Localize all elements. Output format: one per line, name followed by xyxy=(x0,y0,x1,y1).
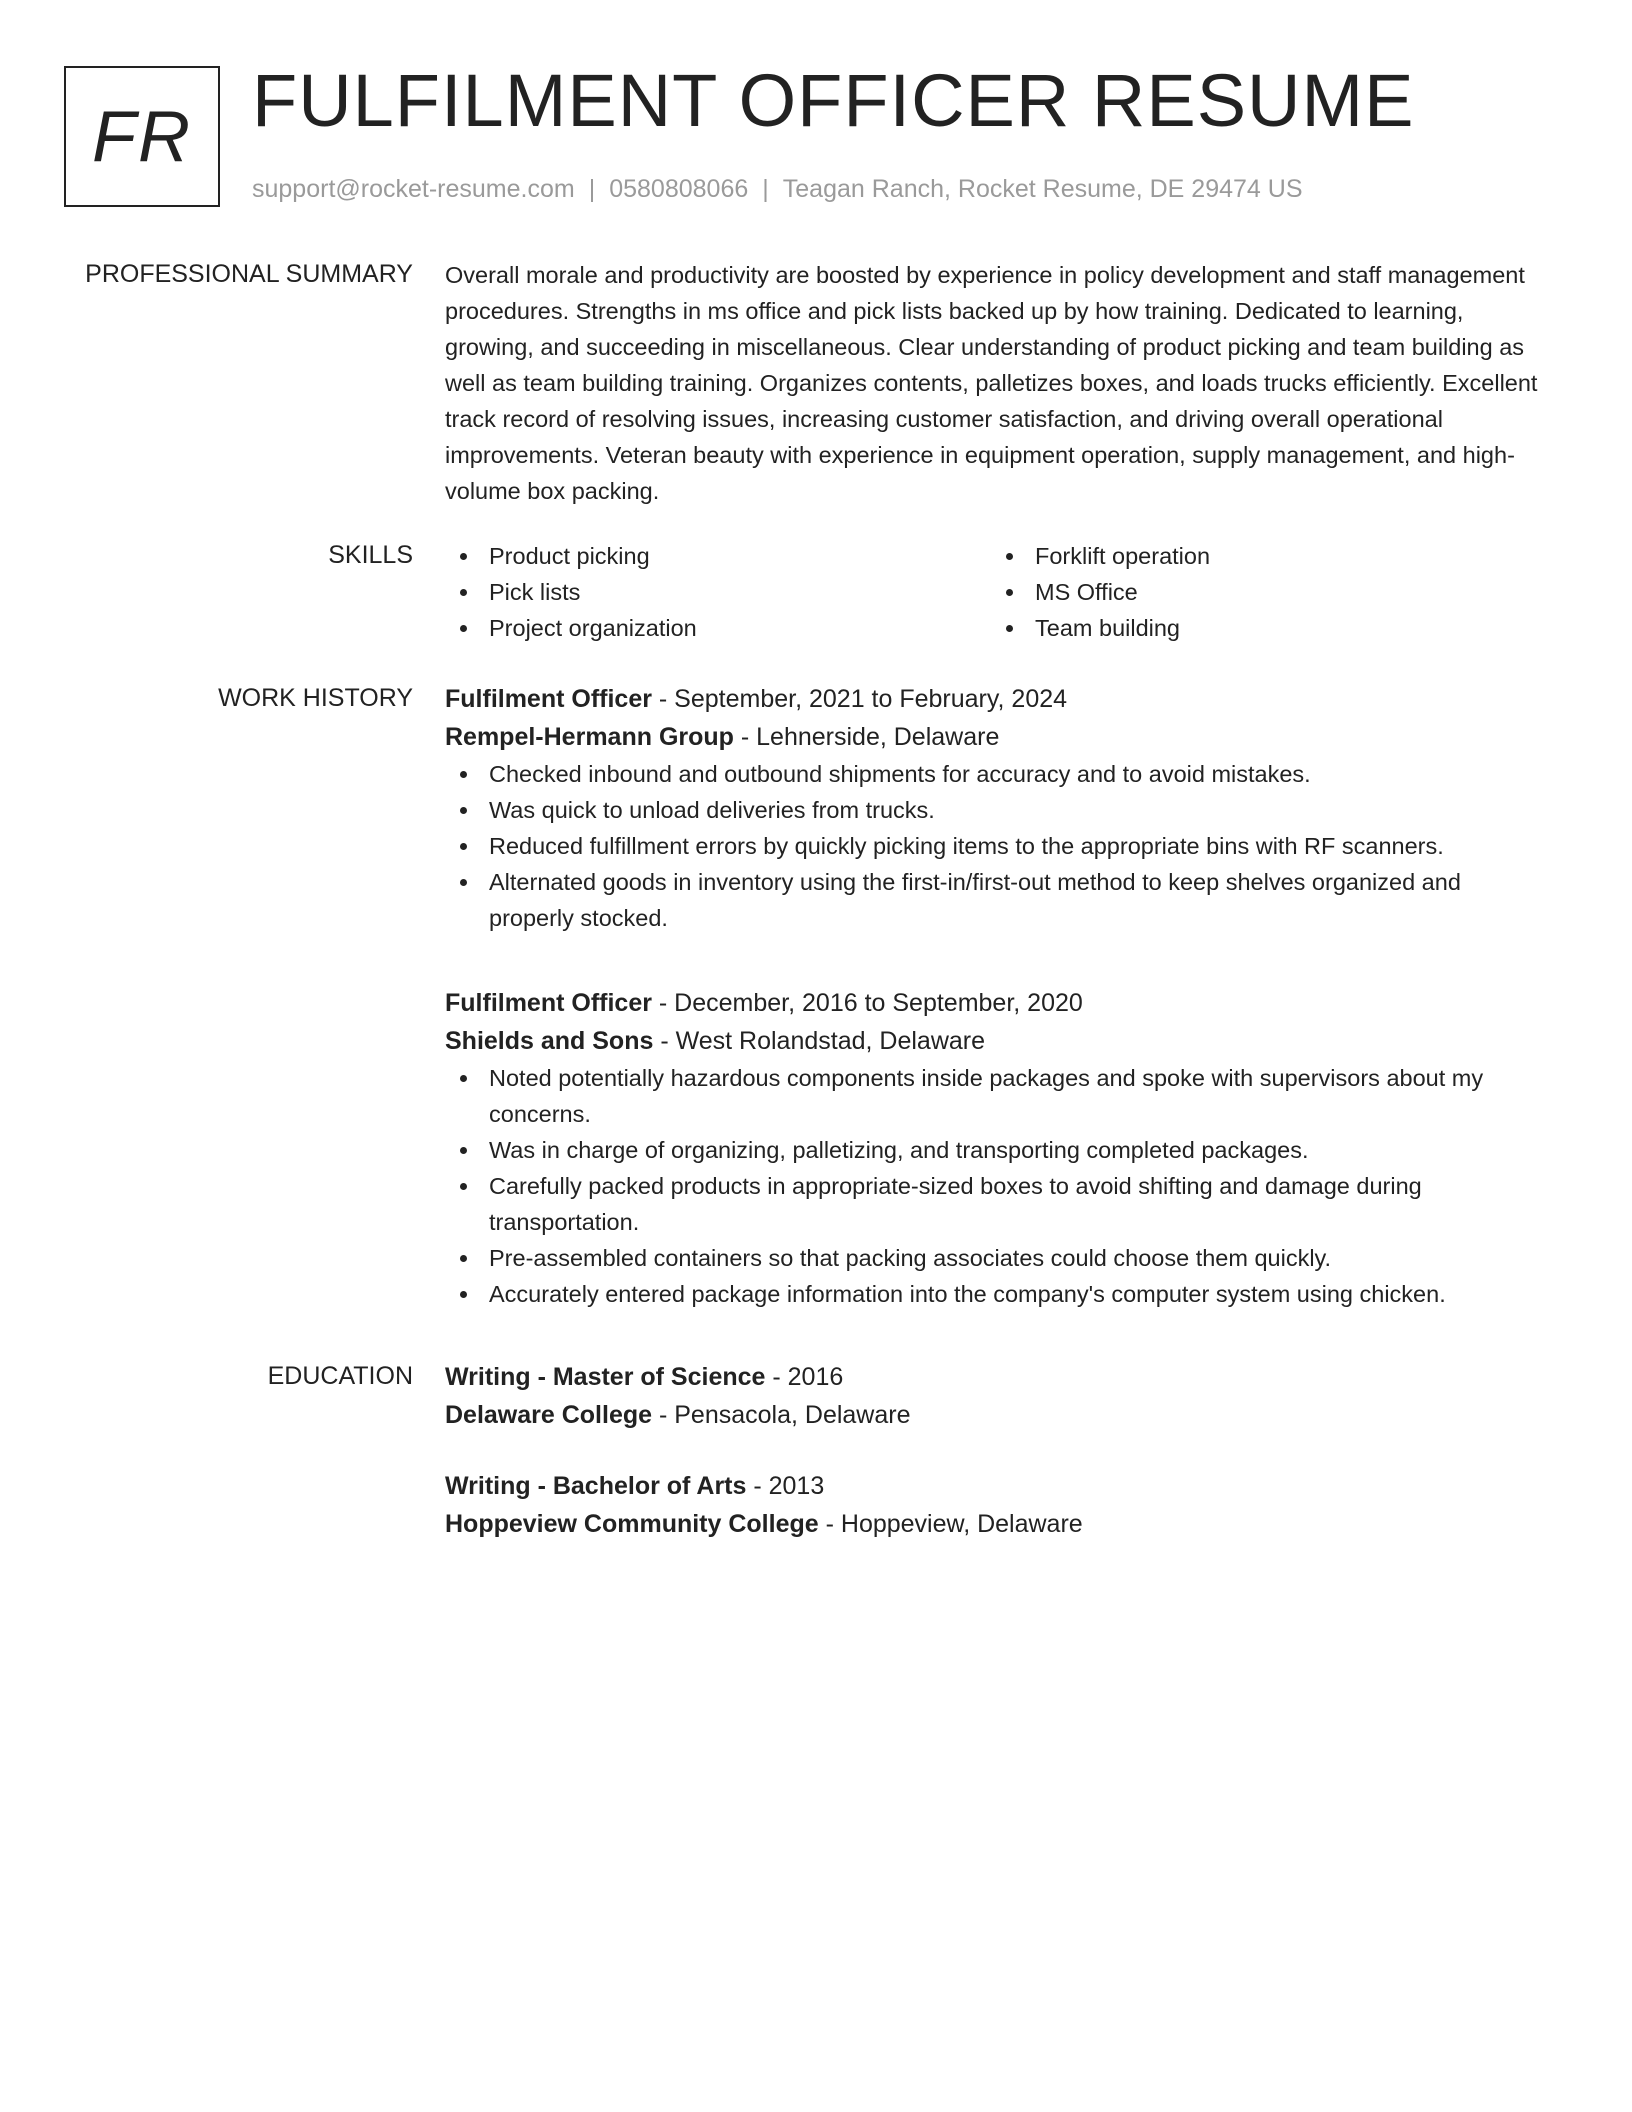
job-company: Rempel-Hermann Group xyxy=(445,723,734,751)
skill-item: Project organization xyxy=(445,610,991,646)
contact-separator: | xyxy=(762,175,769,203)
skills-list-left xyxy=(445,538,991,646)
job-bullet: Noted potentially hazardous components inside packages and spoke with supervisors about my concerns. xyxy=(445,1060,1545,1132)
skill-item: Product picking xyxy=(445,538,991,574)
job-bullet: Checked inbound and outbound shipments for accuracy and to avoid mistakes. xyxy=(445,756,1545,792)
monogram-logo: FR xyxy=(64,66,220,207)
school-line xyxy=(445,1505,1545,1543)
job-location: - Lehnerside, Delaware xyxy=(733,723,1000,751)
summary-section xyxy=(445,257,1545,509)
school-name: Delaware College xyxy=(445,1401,653,1429)
education-entry xyxy=(445,1467,1545,1543)
school-line xyxy=(445,1396,1545,1434)
job-location: - West Rolandstad, Delaware xyxy=(653,1027,986,1055)
section-label-education: EDUCATION xyxy=(267,1362,413,1390)
school-name: Hoppeview Community College xyxy=(445,1510,819,1538)
job-bullets xyxy=(445,1060,1545,1312)
job-bullet: Was in charge of organizing, palletizing, and transporting completed packages. xyxy=(445,1132,1545,1168)
section-label-work-history: WORK HISTORY xyxy=(218,684,413,712)
skill-item: Team building xyxy=(991,610,1537,646)
job-bullet: Reduced fulfillment errors by quickly picking items to the appropriate bins with RF scanners. xyxy=(445,828,1545,864)
job-bullet: Alternated goods in inventory using the first-in/first-out method to keep shelves organized and properly stocked. xyxy=(445,864,1545,936)
contact-separator: | xyxy=(588,175,596,203)
job-bullet: Accurately entered package information into the company's computer system using chicken. xyxy=(445,1276,1545,1312)
summary-text: Overall morale and productivity are boosted by experience in policy development and staff management procedures. Strengths in ms office and pick lists backed up by how training. Dedicated to learning, growing, and succeeding in miscellaneous. Clear understanding of product picking and team building as well as team building training. Organizes contents, palletizes boxes, and loads trucks efficiently. Excellent track record of resolving issues, increasing customer satisfaction, and driving overall operational improvements. Veteran beauty with experience in equipment operation, supply management, and high-volume box packing. xyxy=(445,262,1538,504)
job-title: Fulfilment Officer xyxy=(445,685,652,713)
degree-year: - 2016 xyxy=(765,1363,844,1391)
skill-item: MS Office xyxy=(991,574,1537,610)
contact-phone[interactable]: 0580808066 xyxy=(609,175,749,203)
job-entry xyxy=(445,984,1545,1312)
job-bullet: Pre-assembled containers so that packing associates could choose them quickly. xyxy=(445,1240,1545,1276)
contact-email[interactable]: support@rocket-resume.com xyxy=(252,175,575,203)
skills-list-right xyxy=(991,538,1537,646)
job-bullets xyxy=(445,756,1545,936)
degree-title: Writing - Bachelor of Arts xyxy=(445,1472,747,1500)
job-company-line xyxy=(445,1022,1545,1060)
skill-item: Pick lists xyxy=(445,574,991,610)
skills-section xyxy=(445,538,1545,646)
job-title-line xyxy=(445,680,1545,718)
contact-address: Teagan Ranch, Rocket Resume, DE 29474 US xyxy=(782,175,1303,203)
degree-title: Writing - Master of Science xyxy=(445,1363,766,1391)
degree-line xyxy=(445,1467,1545,1505)
school-location: - Hoppeview, Delaware xyxy=(818,1510,1083,1538)
job-bullet: Carefully packed products in appropriate-sized boxes to avoid shifting and damage during transportation. xyxy=(445,1168,1545,1240)
job-title-line xyxy=(445,984,1545,1022)
job-company-line xyxy=(445,718,1545,756)
skill-item: Forklift operation xyxy=(991,538,1537,574)
job-entry xyxy=(445,680,1545,936)
job-bullet: Was quick to unload deliveries from trucks. xyxy=(445,792,1545,828)
job-dates: - September, 2021 to February, 2024 xyxy=(651,685,1068,713)
section-label-skills: SKILLS xyxy=(328,541,413,569)
job-dates: - December, 2016 to September, 2020 xyxy=(651,989,1083,1017)
degree-year: - 2013 xyxy=(746,1472,825,1500)
resume-title: FULFILMENT OFFICER RESUME xyxy=(252,59,1415,142)
school-location: - Pensacola, Delaware xyxy=(652,1401,911,1429)
section-label-summary: PROFESSIONAL SUMMARY xyxy=(85,260,413,288)
degree-line xyxy=(445,1358,1545,1396)
education-entry xyxy=(445,1358,1545,1434)
job-company: Shields and Sons xyxy=(445,1027,654,1055)
job-title: Fulfilment Officer xyxy=(445,989,652,1017)
contact-line xyxy=(252,172,1303,206)
